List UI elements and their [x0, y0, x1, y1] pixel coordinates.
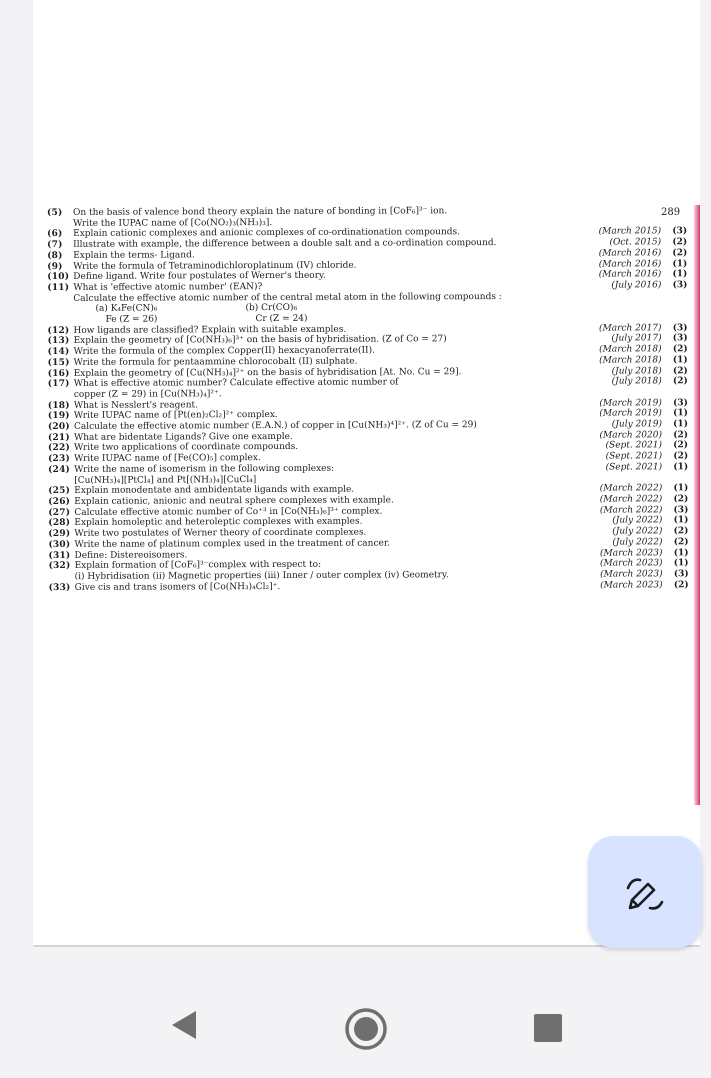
sub-item-a: (a) K₄Fe(CN)₆: [95, 303, 158, 315]
exam-date: (March 2016): [598, 258, 662, 270]
question-marks: (2): [672, 344, 688, 355]
question-marks: (1): [673, 462, 689, 473]
question-text: Explain homoleptic and heteroleptic complexes with examples.: [74, 517, 363, 529]
question-marks: (1): [673, 483, 689, 494]
question-marks: (2): [673, 537, 689, 548]
exam-date: (March 2022): [599, 483, 663, 494]
question-text: Explain the geometry of [Co(NH₃)₆]³⁺ on the basis of hybridisation. (Z of Co = 27): [73, 334, 447, 347]
question-text: Write the name of platinum complex used in the treatment of cancer.: [74, 538, 391, 550]
question-text: On the basis of valence bond theory explain the nature of bonding in [CoF₆]³⁻ ion.: [72, 206, 448, 218]
question-text: [Cu(NH₃)₄][PtCl₄] and Pt[(NH₃)₄][CuCl₄]: [74, 474, 257, 486]
question-text: Write the formula of the complex Copper(II) hexacyanoferrate(II).: [73, 345, 375, 358]
question-number: (7): [47, 240, 63, 251]
question-number: (17): [47, 379, 70, 390]
sub-note-a: Fe (Z = 26): [105, 314, 158, 325]
question-number: (9): [47, 261, 63, 272]
question-text: Write the name of isomerism in the following complexes:: [74, 463, 335, 475]
exam-date: (March 2022): [599, 494, 663, 505]
exam-date: (July 2016): [611, 280, 662, 291]
exam-date: (March 2018): [599, 344, 662, 355]
exam-date: (March 2016): [598, 269, 662, 280]
question-number: (16): [47, 368, 70, 379]
question-text: How ligands are classified? Explain with suitable examples.: [73, 324, 347, 336]
question-text: Write the IUPAC name of [Co(NO₂)₃(NH₃)₃].: [73, 217, 273, 229]
edit-fab-button[interactable]: [588, 836, 702, 948]
question-row: [49, 580, 689, 593]
question-text: What are bidentate Ligands? Give one example.: [73, 431, 293, 443]
question-marks: (3): [672, 322, 688, 334]
question-text: Explain the geometry of [Cu(NH₃)₄]²⁺ on the basis of hybridisation [At. No. Cu = 29].: [73, 366, 462, 379]
question-number: (15): [47, 357, 70, 368]
question-text: Explain monodentate and ambidentate ligands with example.: [74, 484, 355, 497]
question-marks: (3): [672, 226, 688, 237]
question-marks: (2): [673, 451, 689, 462]
question-marks: (1): [673, 547, 689, 558]
sub-note-b: Cr (Z = 24): [255, 313, 308, 325]
question-marks: (2): [673, 579, 689, 590]
question-marks: (1): [673, 408, 688, 419]
question-text: Write the formula for pentaammine chlorocobalt (II) sulphate.: [73, 356, 358, 368]
question-number: (26): [48, 496, 71, 507]
home-icon[interactable]: [343, 1006, 389, 1052]
question-marks: (2): [673, 429, 689, 441]
back-icon[interactable]: [168, 1008, 202, 1042]
question-text: Write IUPAC name of [Pt(en)₂Cl₂]²⁺ complex.: [73, 410, 278, 422]
question-marks: (1): [673, 558, 689, 569]
question-text: What is effective atomic number? Calculate effective atomic number of: [73, 377, 399, 390]
question-marks: (1): [673, 515, 689, 526]
exam-date: (March 2022): [599, 505, 663, 516]
question-number: (8): [47, 250, 63, 261]
question-number: (30): [48, 539, 71, 550]
question-text: Calculate the effective atomic number (E.A.N.) of copper in [Cu(NH₃)⁴]²⁺. (Z of Cu = 29): [73, 420, 477, 432]
question-number: (18): [47, 400, 70, 411]
question-list: [47, 205, 689, 593]
exam-date: (July 2022): [612, 515, 663, 526]
exam-date: (March 2019): [599, 408, 662, 419]
question-text: Define: Distereoisomers.: [74, 549, 188, 561]
question-number: (31): [48, 550, 71, 561]
question-number: (5): [47, 207, 63, 218]
question-text: Give cis and trans isomers of [Co(NH₃)₄Cl₂]⁺.: [74, 581, 281, 593]
question-number: (23): [48, 454, 70, 465]
question-number: (20): [47, 421, 70, 433]
exam-date: (March 2023): [600, 558, 663, 569]
question-text: Explain formation of [CoF₆]³⁻complex with respect to:: [74, 560, 322, 572]
question-number: (28): [48, 518, 71, 529]
exam-date: (March 2017): [598, 323, 662, 334]
exam-date: (March 2016): [598, 248, 662, 259]
question-text: Illustrate with example, the difference between a double salt and a co-ordination compound.: [73, 238, 497, 250]
question-text: What is Nesslert's reagent.: [73, 399, 199, 411]
question-marks: (2): [673, 494, 689, 505]
question-marks: (2): [672, 248, 688, 259]
exam-date: (July 2017): [611, 333, 662, 344]
question-text: What is 'effective atomic number' (EAN)?: [73, 281, 263, 293]
question-text: copper (Z = 29) in [Cu(NH₃)₄]²⁺.: [73, 389, 222, 400]
exam-date: (Sept. 2021): [605, 440, 663, 452]
question-text: Define ligand. Write four postulates of Werner's theory.: [73, 271, 326, 283]
question-text: Write two postulates of Werner theory of coordinate complexes.: [74, 527, 367, 539]
recents-icon[interactable]: [532, 1012, 564, 1044]
exam-date: (July 2022): [612, 526, 663, 537]
question-number: (12): [47, 325, 70, 336]
question-marks: (3): [673, 397, 688, 408]
exam-date: (March 2019): [599, 397, 662, 409]
question-marks: (2): [672, 237, 688, 248]
question-number: (33): [48, 582, 71, 593]
question-marks: (2): [673, 526, 689, 537]
exam-date: (July 2022): [612, 537, 663, 548]
exam-date: (July 2019): [611, 419, 662, 430]
exam-date: (July 2018): [611, 376, 662, 387]
question-marks: (1): [672, 269, 688, 280]
question-text: Explain cationic, anionic and neutral sphere complexes with example.: [74, 495, 394, 507]
exam-date: (March 2020): [599, 430, 663, 441]
question-marks: (1): [673, 419, 688, 430]
question-number: (19): [47, 411, 70, 422]
page-number: 289: [661, 207, 681, 218]
system-navigation-bar: [0, 980, 711, 1078]
exam-date: (Sept. 2021): [605, 451, 663, 462]
question-text: Write the formula of Tetraminodichloroplatinum (IV) chloride.: [73, 260, 357, 272]
question-number: (29): [48, 528, 71, 540]
question-marks: (2): [673, 440, 689, 451]
question-text: Explain cationic complexes and anionic complexes of co-ordinationation compounds.: [73, 227, 461, 240]
exam-date: (March 2023): [599, 547, 663, 559]
question-number: (22): [48, 443, 70, 454]
exam-date: (March 2018): [599, 355, 662, 366]
sub-item-b: (b) Cr(CO)₆: [245, 303, 298, 314]
question-text: (i) Hybridisation (ii) Magnetic properties (iii) Inner / outer complex (iv) Geometry.: [74, 570, 449, 582]
question-number: (32): [48, 561, 71, 572]
exam-date: (March 2015): [598, 226, 662, 237]
question-marks: (3): [673, 504, 689, 515]
exam-date: (July 2018): [611, 365, 662, 377]
document-page[interactable]: [33, 0, 700, 947]
question-number: (21): [47, 432, 70, 443]
question-number: (11): [47, 282, 70, 293]
question-marks: (3): [672, 280, 688, 291]
page-edge-decoration: [694, 205, 700, 805]
question-number: (13): [47, 336, 70, 347]
question-number: (10): [47, 272, 70, 283]
question-marks: (1): [672, 258, 688, 269]
question-text: Calculate effective atomic number of Co⁺³ in [Co(NH₃)₆]³⁺ complex.: [74, 506, 383, 518]
question-number: (6): [47, 229, 63, 240]
question-marks: (3): [672, 333, 688, 344]
edit-pen-icon: [626, 874, 664, 912]
question-marks: (2): [672, 365, 688, 376]
question-text: Write IUPAC name of [Fe(CO)₅] complex.: [74, 453, 261, 465]
exam-date: (Sept. 2021): [605, 462, 663, 473]
exam-date: (Oct. 2015): [609, 237, 662, 248]
question-text: Explain the terms- Ligand.: [73, 250, 195, 261]
question-text: Write two applications of coordinate compounds.: [74, 442, 299, 454]
question-number: (27): [48, 507, 71, 518]
question-number: (14): [47, 347, 70, 358]
question-marks: (3): [673, 569, 689, 580]
exam-date: (March 2023): [600, 569, 663, 580]
exam-date: (March 2023): [600, 579, 663, 591]
question-text: Calculate the effective atomic number of the central metal atom in the following compounds :: [73, 291, 502, 304]
question-number: (24): [48, 464, 71, 475]
question-marks: (2): [672, 376, 688, 387]
question-marks: (1): [672, 355, 688, 366]
question-number: (25): [48, 486, 71, 497]
